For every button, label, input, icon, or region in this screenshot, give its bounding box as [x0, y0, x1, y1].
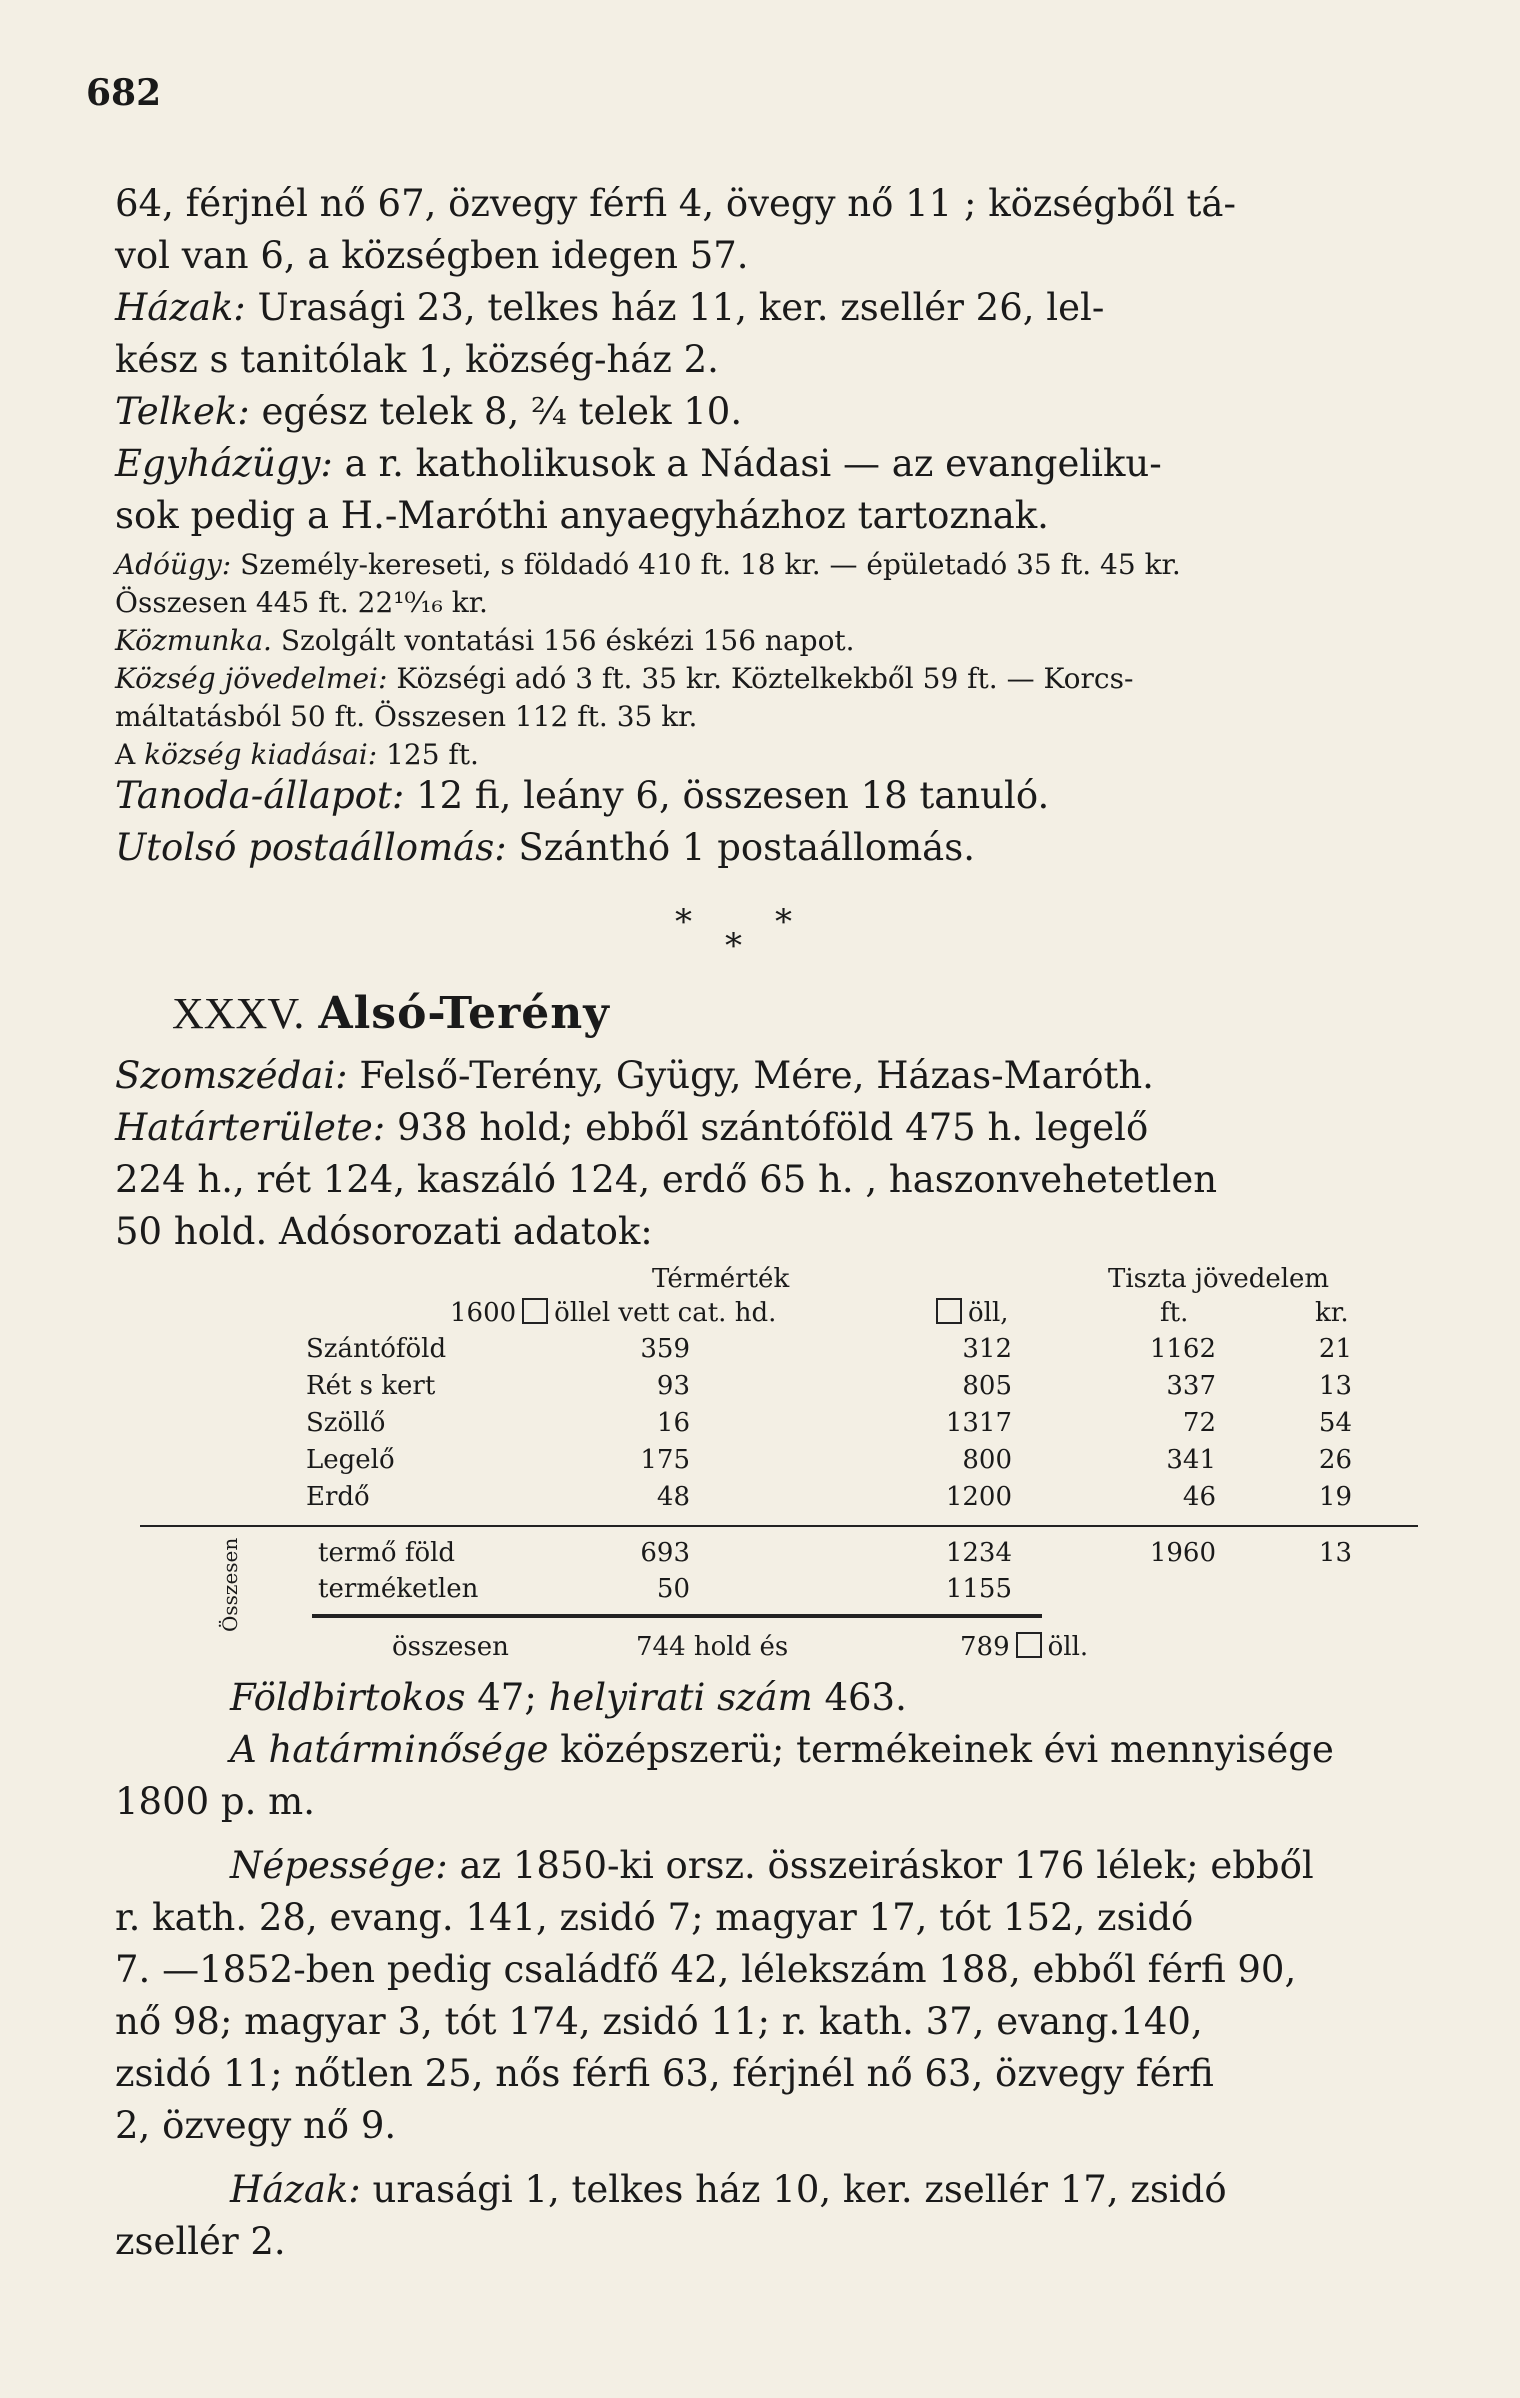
church-line: [115, 438, 1425, 490]
houses-line: [115, 282, 1425, 334]
square-symbol: [936, 1298, 962, 1324]
landowner-line: [115, 1672, 1425, 1724]
neighbors-line: [115, 1050, 1425, 1102]
expenses-label-a: A: [115, 738, 136, 771]
intro-paragraph: [115, 178, 1425, 542]
quality-label: A határminősége: [230, 1728, 549, 1771]
church-text: a r. katholikusok a Nádasi — az evangeliku-: [332, 442, 1162, 485]
header-unit: [450, 1298, 776, 1328]
public-work-text: Szolgált vontatási 156 éskézi 156 napot.: [271, 624, 855, 657]
population-line4: nő 98; magyar 3, tót 174, zsidó 11; r. kath. 37, evang.140,: [115, 2000, 1203, 2043]
total-side-label: Összesen: [218, 1537, 242, 1633]
row-kr: 21: [1318, 1334, 1352, 1364]
church-line2: sok pedig a H.-Maróthi anyaegyházhoz tartoznak.: [115, 494, 1049, 537]
church-label: Egyházügy:: [115, 442, 333, 485]
public-work-label: Közmunka.: [115, 624, 272, 657]
row-name: Erdő: [306, 1482, 370, 1512]
plots-label: Telkek:: [115, 390, 250, 433]
area-label: Határterülete:: [115, 1106, 386, 1149]
row-kr: 13: [1318, 1371, 1352, 1401]
houses2-label: Házak:: [230, 2168, 361, 2211]
intro-line: 64, férjnél nő 67, özvegy férfi 4, övegy nő 11 ; községből tá-: [115, 182, 1236, 225]
row-oll: 800: [962, 1445, 1012, 1475]
page-number: 682: [86, 72, 162, 114]
table-rule: [140, 1525, 1418, 1527]
row-oll: 312: [962, 1334, 1012, 1364]
row-name: Legelő: [306, 1445, 395, 1475]
plots-text: egész telek 8, ²⁄₄ telek 10.: [249, 390, 743, 433]
row-kr: 19: [1318, 1482, 1352, 1512]
row-hd: 359: [640, 1334, 690, 1364]
termo-hd: 693: [640, 1538, 690, 1568]
population-line: [115, 1840, 1425, 1892]
osszesen-oll-label: öll.: [1047, 1632, 1089, 1662]
after-paragraph: [115, 1672, 1425, 2268]
landowner-label: Földbirtokos: [230, 1676, 466, 1719]
post-line: [115, 822, 1425, 874]
population-label: Népessége:: [230, 1844, 448, 1887]
row-hd: 93: [656, 1371, 690, 1401]
tax-block: [115, 546, 1425, 774]
income-label: Község jövedelmei:: [115, 662, 388, 695]
houses-line2: kész s tanitólak 1, község-ház 2.: [115, 338, 719, 381]
termeketlen-oll: 1155: [945, 1574, 1012, 1604]
square-symbol: [522, 1298, 548, 1324]
helyirati-label: helyirati szám: [548, 1676, 813, 1719]
row-kr: 54: [1318, 1408, 1352, 1438]
expenses-line: [115, 736, 1425, 774]
school-label: Tanoda-állapot:: [115, 774, 405, 817]
quality-line: [115, 1724, 1425, 1776]
tax-text: Személy-kereseti, s földadó 410 ft. 18 kr. — épületadó 35 ft. 45 kr.: [231, 548, 1181, 581]
expenses-text: 125 ft.: [377, 738, 479, 771]
row-hd: 48: [656, 1482, 690, 1512]
neighbors-label: Szomszédai:: [115, 1054, 348, 1097]
row-ft: 72: [1182, 1408, 1216, 1438]
termo-name: termő föld: [318, 1538, 456, 1568]
landowner-num: 47;: [465, 1676, 549, 1719]
public-work-line: [115, 622, 1425, 660]
section-paragraph: [115, 1050, 1425, 1258]
houses2-line2: zsellér 2.: [115, 2220, 286, 2263]
school-line: [115, 770, 1425, 822]
area-line2: 224 h., rét 124, kaszáló 124, erdő 65 h. , haszonvehetetlen: [115, 1158, 1218, 1201]
row-ft: 1162: [1149, 1334, 1216, 1364]
termeketlen-hd: 50: [656, 1574, 690, 1604]
income-line: [115, 660, 1425, 698]
tax-line2: Összesen 445 ft. 22¹⁰⁄₁₆ kr.: [115, 586, 488, 619]
income-line2: máltatásból 50 ft. Összesen 112 ft. 35 kr.: [115, 700, 698, 733]
header-ft: ft.: [1160, 1298, 1189, 1328]
tax-line: [115, 546, 1425, 584]
area-line: [115, 1102, 1425, 1154]
header-tiszta: Tiszta jövedelem: [1108, 1264, 1330, 1294]
osszesen-hd: 744 hold és: [636, 1632, 789, 1662]
row-name: Szöllő: [306, 1408, 386, 1438]
population-line6: 2, özvegy nő 9.: [115, 2104, 397, 2147]
plots-line: [115, 386, 1425, 438]
asterisk: *: [725, 926, 742, 966]
osszesen-name: összesen: [392, 1632, 509, 1662]
income-text: Községi adó 3 ft. 35 kr. Köztelkekből 59 ft. — Korcs-: [387, 662, 1134, 695]
row-kr: 26: [1318, 1445, 1352, 1475]
row-oll: 805: [962, 1371, 1012, 1401]
termeketlen-name: terméketlen: [318, 1574, 479, 1604]
post-label: Utolsó postaállomás:: [115, 826, 507, 869]
header-kr: kr.: [1315, 1298, 1349, 1328]
row-ft: 46: [1182, 1482, 1216, 1512]
row-ft: 337: [1166, 1371, 1216, 1401]
header-termertek: Térmérték: [652, 1264, 790, 1294]
row-oll: 1200: [945, 1482, 1012, 1512]
population-line3: 7. —1852-ben pedig családfő 42, lélekszám 188, ebből férfi 90,: [115, 1948, 1297, 1991]
section-title: [172, 988, 610, 1039]
row-hd: 175: [640, 1445, 690, 1475]
school-text: 12 fi, leány 6, összesen 18 tanuló.: [404, 774, 1050, 817]
row-hd: 16: [656, 1408, 690, 1438]
header-oll: öll,: [968, 1298, 1009, 1328]
sum-rule: [312, 1614, 1042, 1618]
expenses-label: község kiadásai:: [135, 738, 378, 771]
houses-label: Házak:: [115, 286, 246, 329]
area-line3: 50 hold. Adósorozati adatok:: [115, 1210, 653, 1253]
houses2-line: [115, 2164, 1425, 2216]
population-text: az 1850-ki orsz. összeiráskor 176 lélek; ebből: [447, 1844, 1314, 1887]
houses-text: Urasági 23, telkes ház 11, ker. zsellér 26, lel-: [245, 286, 1105, 329]
header-oll-unit: [930, 1298, 1009, 1328]
termo-ft: 1960: [1149, 1538, 1216, 1568]
termo-kr: 13: [1318, 1538, 1352, 1568]
population-line5: zsidó 11; nőtlen 25, nős férfi 63, férjnél nő 63, özvegy férfi: [115, 2052, 1214, 2095]
row-name: Rét s kert: [306, 1371, 436, 1401]
quality-line2: 1800 p. m.: [115, 1780, 315, 1823]
population-line2: r. kath. 28, evang. 141, zsidó 7; magyar 17, tót 152, zsidó: [115, 1896, 1194, 1939]
row-name: Szántóföld: [306, 1334, 447, 1364]
area-text: 938 hold; ebből szántóföld 475 h. legelő: [385, 1106, 1149, 1149]
intro-line: vol van 6, a községben idegen 57.: [115, 234, 749, 277]
neighbors-text: Felső-Terény, Gyügy, Mére, Házas-Maróth.: [347, 1054, 1154, 1097]
quality-text: középszerü; termékeinek évi mennyisége: [548, 1728, 1334, 1771]
header-1600: 1600: [450, 1298, 517, 1328]
helyirati-num: 463.: [812, 1676, 907, 1719]
termo-oll: 1234: [945, 1538, 1012, 1568]
post-text: Szánthó 1 postaállomás.: [506, 826, 975, 869]
section-name: Alsó-Terény: [318, 988, 610, 1039]
square-symbol: [1016, 1632, 1042, 1658]
asterisk: *: [675, 902, 692, 942]
asterisk: *: [775, 902, 792, 942]
section-numeral: XXXV.: [172, 989, 305, 1038]
row-ft: 341: [1166, 1445, 1216, 1475]
osszesen-oll: 789: [960, 1632, 1010, 1662]
school-block: [115, 770, 1425, 874]
row-oll: 1317: [945, 1408, 1012, 1438]
osszesen-oll-unit: [960, 1632, 1088, 1662]
houses2-text: urasági 1, telkes ház 10, ker. zsellér 17, zsidó: [360, 2168, 1227, 2211]
header-ollel: öllel vett cat. hd.: [554, 1298, 777, 1328]
tax-label: Adóügy:: [115, 548, 232, 581]
